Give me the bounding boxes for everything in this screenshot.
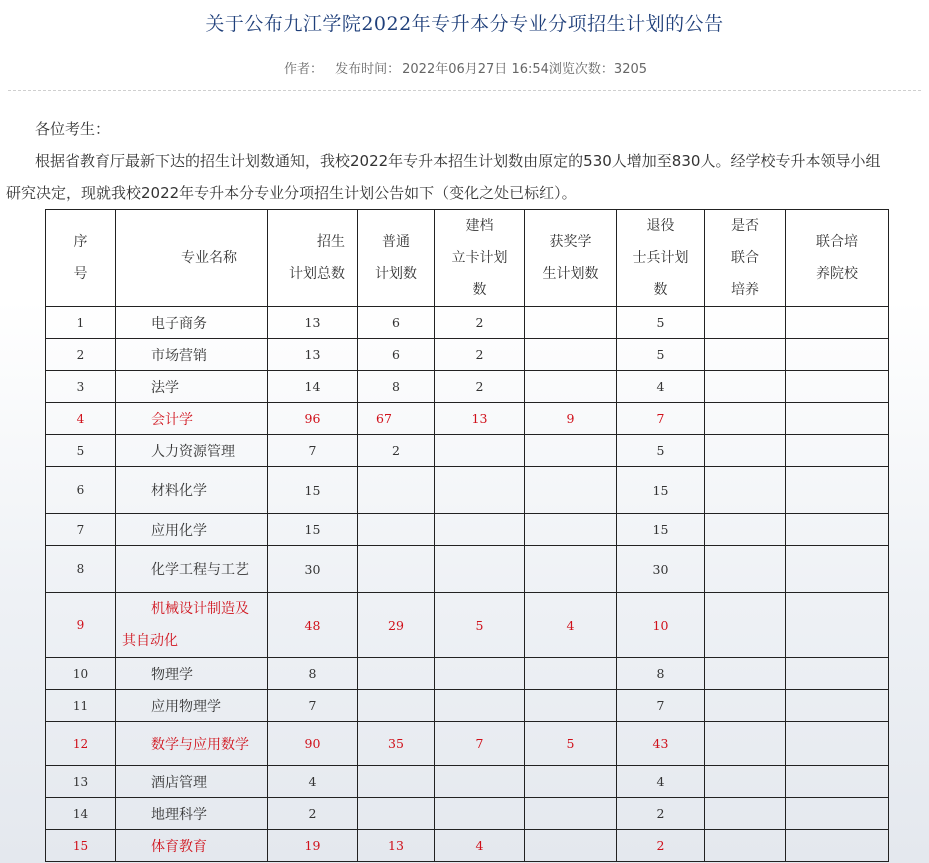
- cell-normal: 13: [358, 830, 435, 862]
- cell-poverty: [435, 467, 525, 514]
- cell-seq: 9: [46, 593, 116, 658]
- cell-joint-school: [786, 722, 889, 766]
- cell-award: [525, 830, 617, 862]
- table-row: [46, 467, 889, 514]
- cell-award: [525, 435, 617, 467]
- article-title: 关于公布九江学院2022年专升本分专业分项招生计划的公告: [205, 13, 724, 35]
- cell-seq: 3: [46, 371, 116, 403]
- cell-joint: [705, 546, 786, 593]
- cell-normal: [358, 690, 435, 722]
- cell-major-name: 应用化学: [116, 514, 268, 546]
- cell-major-name: 地理科学: [116, 798, 268, 830]
- header-seq: 序 号: [46, 210, 116, 307]
- cell-award: [525, 467, 617, 514]
- cell-seq: 4: [46, 403, 116, 435]
- table-row-changed: [46, 722, 889, 766]
- cell-joint: [705, 307, 786, 339]
- cell-major-name: 电子商务: [116, 307, 268, 339]
- views-label: 浏览次数：: [548, 62, 614, 77]
- header-award-plan: 获奖学 生计划数: [525, 210, 617, 307]
- header-total-plan: 招生 计划总数: [268, 210, 358, 307]
- cell-normal: 29: [358, 593, 435, 658]
- cell-veteran: 2: [617, 798, 705, 830]
- cell-award: [525, 371, 617, 403]
- table-row: [46, 435, 889, 467]
- cell-award: [525, 766, 617, 798]
- cell-major-name: 市场营销: [116, 339, 268, 371]
- cell-major-name: 酒店管理: [116, 766, 268, 798]
- cell-total: 8: [268, 658, 358, 690]
- header-poverty-plan: 建档 立卡计划 数: [435, 210, 525, 307]
- cell-veteran: 7: [617, 690, 705, 722]
- cell-poverty: 2: [435, 307, 525, 339]
- table-row: [46, 798, 889, 830]
- cell-joint-school: [786, 546, 889, 593]
- title-divider: [8, 90, 921, 91]
- cell-seq: 7: [46, 514, 116, 546]
- cell-total: 90: [268, 722, 358, 766]
- table-row-changed: [46, 830, 889, 862]
- cell-seq: 14: [46, 798, 116, 830]
- table-row: [46, 307, 889, 339]
- cell-poverty: [435, 798, 525, 830]
- cell-total: 30: [268, 546, 358, 593]
- cell-total: 2: [268, 798, 358, 830]
- table-header-row: [46, 210, 889, 307]
- cell-joint-school: [786, 798, 889, 830]
- cell-major-name: 人力资源管理: [116, 435, 268, 467]
- table-row: [46, 766, 889, 798]
- cell-award: 4: [525, 593, 617, 658]
- publish-time-value: 2022年06月27日 16:54: [402, 62, 549, 77]
- cell-veteran: 10: [617, 593, 705, 658]
- cell-total: 13: [268, 307, 358, 339]
- major-name-line-2: 其自动化: [122, 633, 178, 649]
- cell-joint: [705, 435, 786, 467]
- cell-joint-school: [786, 339, 889, 371]
- cell-poverty: [435, 658, 525, 690]
- cell-veteran: 4: [617, 766, 705, 798]
- cell-joint: [705, 798, 786, 830]
- cell-normal: [358, 467, 435, 514]
- cell-seq: 11: [46, 690, 116, 722]
- cell-joint: [705, 830, 786, 862]
- cell-joint-school: [786, 690, 889, 722]
- cell-joint: [705, 766, 786, 798]
- cell-normal: [358, 798, 435, 830]
- cell-total: 7: [268, 435, 358, 467]
- major-name-line-1: 机械设计制造及: [151, 601, 249, 617]
- cell-joint: [705, 371, 786, 403]
- cell-total: 15: [268, 514, 358, 546]
- cell-joint: [705, 722, 786, 766]
- cell-poverty: [435, 546, 525, 593]
- cell-award: [525, 339, 617, 371]
- cell-seq: 8: [46, 546, 116, 593]
- cell-normal: 35: [358, 722, 435, 766]
- cell-major-name: [116, 593, 268, 658]
- greeting: 各位考生：: [35, 120, 111, 138]
- cell-poverty: 13: [435, 403, 525, 435]
- cell-normal: 2: [358, 435, 435, 467]
- cell-total: 14: [268, 371, 358, 403]
- cell-poverty: [435, 766, 525, 798]
- cell-total: 15: [268, 467, 358, 514]
- cell-joint-school: [786, 658, 889, 690]
- cell-joint: [705, 339, 786, 371]
- cell-joint-school: [786, 371, 889, 403]
- cell-joint-school: [786, 830, 889, 862]
- header-joint-training: 是否 联合 培养: [705, 210, 786, 307]
- cell-joint: [705, 690, 786, 722]
- cell-major-name: 物理学: [116, 658, 268, 690]
- cell-major-name: 会计学: [116, 403, 268, 435]
- cell-major-name: 化学工程与工艺: [116, 546, 268, 593]
- cell-seq: 15: [46, 830, 116, 862]
- table-row-changed: [46, 403, 889, 435]
- cell-veteran: 5: [617, 339, 705, 371]
- cell-total: 48: [268, 593, 358, 658]
- cell-veteran: 15: [617, 514, 705, 546]
- cell-normal: [358, 514, 435, 546]
- cell-normal: 67: [358, 403, 435, 435]
- cell-joint: [705, 514, 786, 546]
- cell-veteran: 15: [617, 467, 705, 514]
- cell-joint-school: [786, 593, 889, 658]
- cell-poverty: 5: [435, 593, 525, 658]
- cell-veteran: 5: [617, 307, 705, 339]
- cell-seq: 13: [46, 766, 116, 798]
- cell-seq: 2: [46, 339, 116, 371]
- cell-major-name: 体育教育: [116, 830, 268, 862]
- enrollment-plan-table: [45, 209, 889, 862]
- cell-award: [525, 307, 617, 339]
- table-row: [46, 514, 889, 546]
- cell-joint: [705, 467, 786, 514]
- table-row: [46, 690, 889, 722]
- cell-joint-school: [786, 435, 889, 467]
- header-joint-school: 联合培 养院校: [786, 210, 889, 307]
- header-major-name: 专业名称: [116, 210, 268, 307]
- cell-seq: 5: [46, 435, 116, 467]
- cell-poverty: 4: [435, 830, 525, 862]
- cell-major-name: 材料化学: [116, 467, 268, 514]
- header-veteran-plan: 退役 士兵计划 数: [617, 210, 705, 307]
- cell-joint: [705, 593, 786, 658]
- cell-poverty: [435, 435, 525, 467]
- cell-normal: 6: [358, 339, 435, 371]
- cell-normal: [358, 658, 435, 690]
- cell-seq: 6: [46, 467, 116, 514]
- header-normal-plan: 普通 计划数: [358, 210, 435, 307]
- cell-normal: [358, 766, 435, 798]
- cell-poverty: [435, 690, 525, 722]
- cell-total: 96: [268, 403, 358, 435]
- cell-poverty: 2: [435, 339, 525, 371]
- cell-joint-school: [786, 467, 889, 514]
- table-row-changed: [46, 593, 889, 658]
- cell-award: 5: [525, 722, 617, 766]
- cell-veteran: 7: [617, 403, 705, 435]
- cell-normal: 8: [358, 371, 435, 403]
- cell-total: 19: [268, 830, 358, 862]
- table-row: [46, 339, 889, 371]
- cell-total: 13: [268, 339, 358, 371]
- cell-award: [525, 690, 617, 722]
- body-paragraph-line-1: 根据省教育厅最新下达的招生计划数通知，我校2022年专升本招生计划数由原定的530人增加至830人。经学校专升本领导小组: [35, 152, 881, 170]
- cell-joint-school: [786, 766, 889, 798]
- cell-veteran: 5: [617, 435, 705, 467]
- cell-poverty: 7: [435, 722, 525, 766]
- body-paragraph-line-2: 研究决定，现就我校2022年专升本分专业分项招生计划公告如下（变化之处已标红）。: [6, 184, 577, 202]
- cell-joint-school: [786, 403, 889, 435]
- cell-seq: 1: [46, 307, 116, 339]
- cell-joint-school: [786, 514, 889, 546]
- cell-veteran: 8: [617, 658, 705, 690]
- cell-seq: 12: [46, 722, 116, 766]
- table-row: [46, 371, 889, 403]
- cell-award: 9: [525, 403, 617, 435]
- cell-joint: [705, 403, 786, 435]
- cell-poverty: 2: [435, 371, 525, 403]
- cell-award: [525, 658, 617, 690]
- publish-time-label: 发布时间：: [335, 62, 401, 77]
- cell-joint: [705, 658, 786, 690]
- cell-veteran: 43: [617, 722, 705, 766]
- cell-veteran: 30: [617, 546, 705, 593]
- cell-seq: 10: [46, 658, 116, 690]
- author-label: 作者：: [283, 62, 323, 77]
- cell-award: [525, 798, 617, 830]
- cell-poverty: [435, 514, 525, 546]
- table-row: [46, 658, 889, 690]
- cell-award: [525, 514, 617, 546]
- cell-total: 4: [268, 766, 358, 798]
- cell-award: [525, 546, 617, 593]
- views-count: 3205: [613, 62, 648, 77]
- cell-normal: 6: [358, 307, 435, 339]
- cell-veteran: 2: [617, 830, 705, 862]
- table-row: [46, 546, 889, 593]
- cell-joint-school: [786, 307, 889, 339]
- cell-veteran: 4: [617, 371, 705, 403]
- cell-major-name: 数学与应用数学: [116, 722, 268, 766]
- cell-major-name: 法学: [116, 371, 268, 403]
- cell-major-name: 应用物理学: [116, 690, 268, 722]
- cell-total: 7: [268, 690, 358, 722]
- cell-normal: [358, 546, 435, 593]
- article-meta: [0, 58, 929, 77]
